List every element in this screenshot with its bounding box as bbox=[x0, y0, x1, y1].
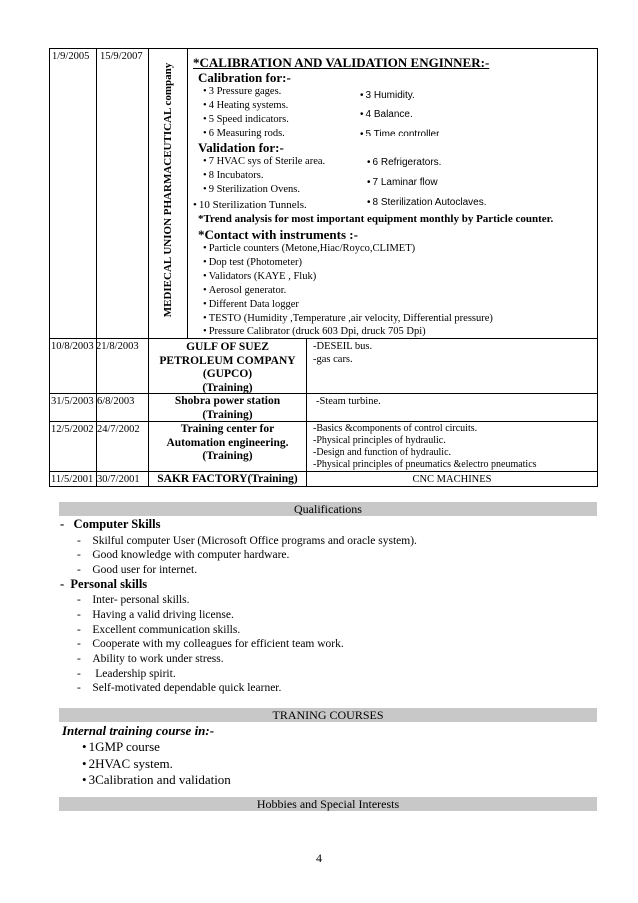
list-item: • Aerosol generator. bbox=[203, 285, 286, 297]
list-item: • 3 Humidity. bbox=[360, 90, 415, 102]
list-item: • Dop test (Photometer) bbox=[203, 257, 302, 269]
list-item: - Good user for internet. bbox=[77, 564, 198, 576]
list-item: - Ability to work under stress. bbox=[77, 653, 224, 665]
table-border bbox=[187, 48, 188, 339]
list-item: • TESTO (Humidity ,Temperature ,air velocity, Differential pressure) bbox=[203, 313, 493, 325]
list-item: • 10 Sterilization Tunnels. bbox=[193, 199, 307, 211]
list-item: • 5 Speed indicators. bbox=[203, 114, 289, 126]
table-border bbox=[49, 48, 50, 487]
list-item: • Particle counters (Metone,Hiac/Royco,CLIMET) bbox=[203, 243, 415, 255]
date-from: 1/9/2005 bbox=[52, 51, 90, 62]
table-border bbox=[49, 421, 598, 422]
list-item: - Having a valid driving license. bbox=[77, 609, 234, 621]
detail-line: -DESEIL bus. bbox=[313, 341, 373, 352]
date-from: 10/8/2003 bbox=[51, 341, 94, 352]
detail-line: CNC MACHINES bbox=[412, 474, 492, 485]
list-item: - Skilful computer User (Microsoft Office programs and oracle system). bbox=[77, 535, 417, 547]
table-border bbox=[49, 48, 598, 49]
detail-line: -Physical principles of hydraulic. bbox=[313, 435, 446, 446]
list-item: - Inter- personal skills. bbox=[77, 594, 190, 606]
training-heading: Internal training course in:- bbox=[62, 723, 215, 738]
company-name: SAKR FACTORY(Training) bbox=[157, 473, 298, 485]
list-item: • 3 Pressure gages. bbox=[203, 86, 281, 98]
list-item: • 8 Incubators. bbox=[203, 170, 264, 182]
detail-line: -Design and function of hydraulic. bbox=[313, 447, 452, 458]
date-to: 24/7/2002 bbox=[97, 424, 140, 435]
list-item: • Validators (KAYE , Fluk) bbox=[203, 271, 316, 283]
date-from: 11/5/2001 bbox=[51, 474, 94, 485]
detail-line: -gas cars. bbox=[313, 354, 353, 365]
list-item: • 6 Measuring rods. bbox=[203, 128, 285, 140]
list-item: - Good knowledge with computer hardware. bbox=[77, 549, 290, 561]
contact-heading: *Contact with instruments :- bbox=[198, 227, 358, 242]
date-to: 6/8/2003 bbox=[97, 396, 135, 407]
date-from: 31/5/2003 bbox=[51, 396, 94, 407]
list-item: • 4 Balance. bbox=[360, 109, 413, 121]
page-number: 4 bbox=[316, 851, 322, 865]
date-to: 21/8/2003 bbox=[96, 341, 139, 352]
list-item: • Pressure Calibrator (druck 603 Dpi, druck 705 Dpi) bbox=[203, 326, 426, 338]
table-border bbox=[597, 48, 598, 487]
table-border bbox=[49, 486, 598, 487]
list-item: • 2HVAC system. bbox=[82, 756, 173, 771]
list-item: • 7 Laminar flow bbox=[367, 177, 438, 189]
company-name: Shobra power station (Training) bbox=[174, 395, 281, 421]
list-item: • 6 Refrigerators. bbox=[367, 157, 441, 169]
computer-skills-heading: - Computer Skills bbox=[60, 517, 161, 531]
table-border bbox=[49, 338, 598, 339]
list-item: • 7 HVAC sys of Sterile area. bbox=[203, 156, 325, 168]
list-item: • 5 Time controller bbox=[360, 129, 439, 136]
list-item: • 9 Sterilization Ovens. bbox=[203, 184, 300, 196]
validation-heading: Validation for:- bbox=[198, 140, 284, 155]
detail-line: -Steam turbine. bbox=[316, 396, 381, 407]
company-name-vertical: MEDIECAL UNION PHARMACEUTICAL company bbox=[162, 62, 174, 318]
list-item: - Self-motivated dependable quick learner. bbox=[77, 682, 282, 694]
company-name: GULF OF SUEZ PETROLEUM COMPANY (GUPCO) (Training) bbox=[159, 341, 296, 394]
list-item: - Cooperate with my colleagues for efficient team work. bbox=[77, 638, 344, 650]
date-from: 12/5/2002 bbox=[51, 424, 94, 435]
list-item: • 3Calibration and validation bbox=[82, 772, 231, 787]
list-item: - Leadership spirit. bbox=[77, 668, 176, 680]
list-item: - Excellent communication skills. bbox=[77, 624, 241, 636]
section-bar-training: TRANING COURSES bbox=[59, 708, 597, 722]
list-item: • Different Data logger bbox=[203, 299, 299, 311]
detail-line: -Physical principles of pneumatics &electro pneumatics bbox=[313, 459, 537, 470]
trend-analysis: *Trend analysis for most important equipment monthly by Particle counter. bbox=[198, 213, 554, 225]
calibration-heading: Calibration for:- bbox=[198, 70, 291, 85]
section-bar-hobbies: Hobbies and Special Interests bbox=[59, 797, 597, 811]
list-item: • 8 Sterilization Autoclaves. bbox=[367, 197, 486, 209]
table-border bbox=[49, 471, 598, 472]
list-item: • 4 Heating systems. bbox=[203, 100, 288, 112]
table-border bbox=[306, 338, 307, 487]
date-to: 15/9/2007 bbox=[100, 51, 143, 62]
table-border bbox=[49, 393, 598, 394]
table-border bbox=[96, 48, 97, 487]
personal-skills-heading: - Personal skills bbox=[60, 577, 148, 591]
job-title: *CALIBRATION AND VALIDATION ENGINNER:- bbox=[193, 55, 490, 70]
detail-line: -Basics &components of control circuits. bbox=[313, 423, 478, 434]
company-name: Training center for Automation engineering. (Training) bbox=[166, 423, 289, 462]
date-to: 30/7/2001 bbox=[97, 474, 140, 485]
section-bar-qualifications: Qualifications bbox=[59, 502, 597, 516]
list-item: • 1GMP course bbox=[82, 739, 160, 754]
